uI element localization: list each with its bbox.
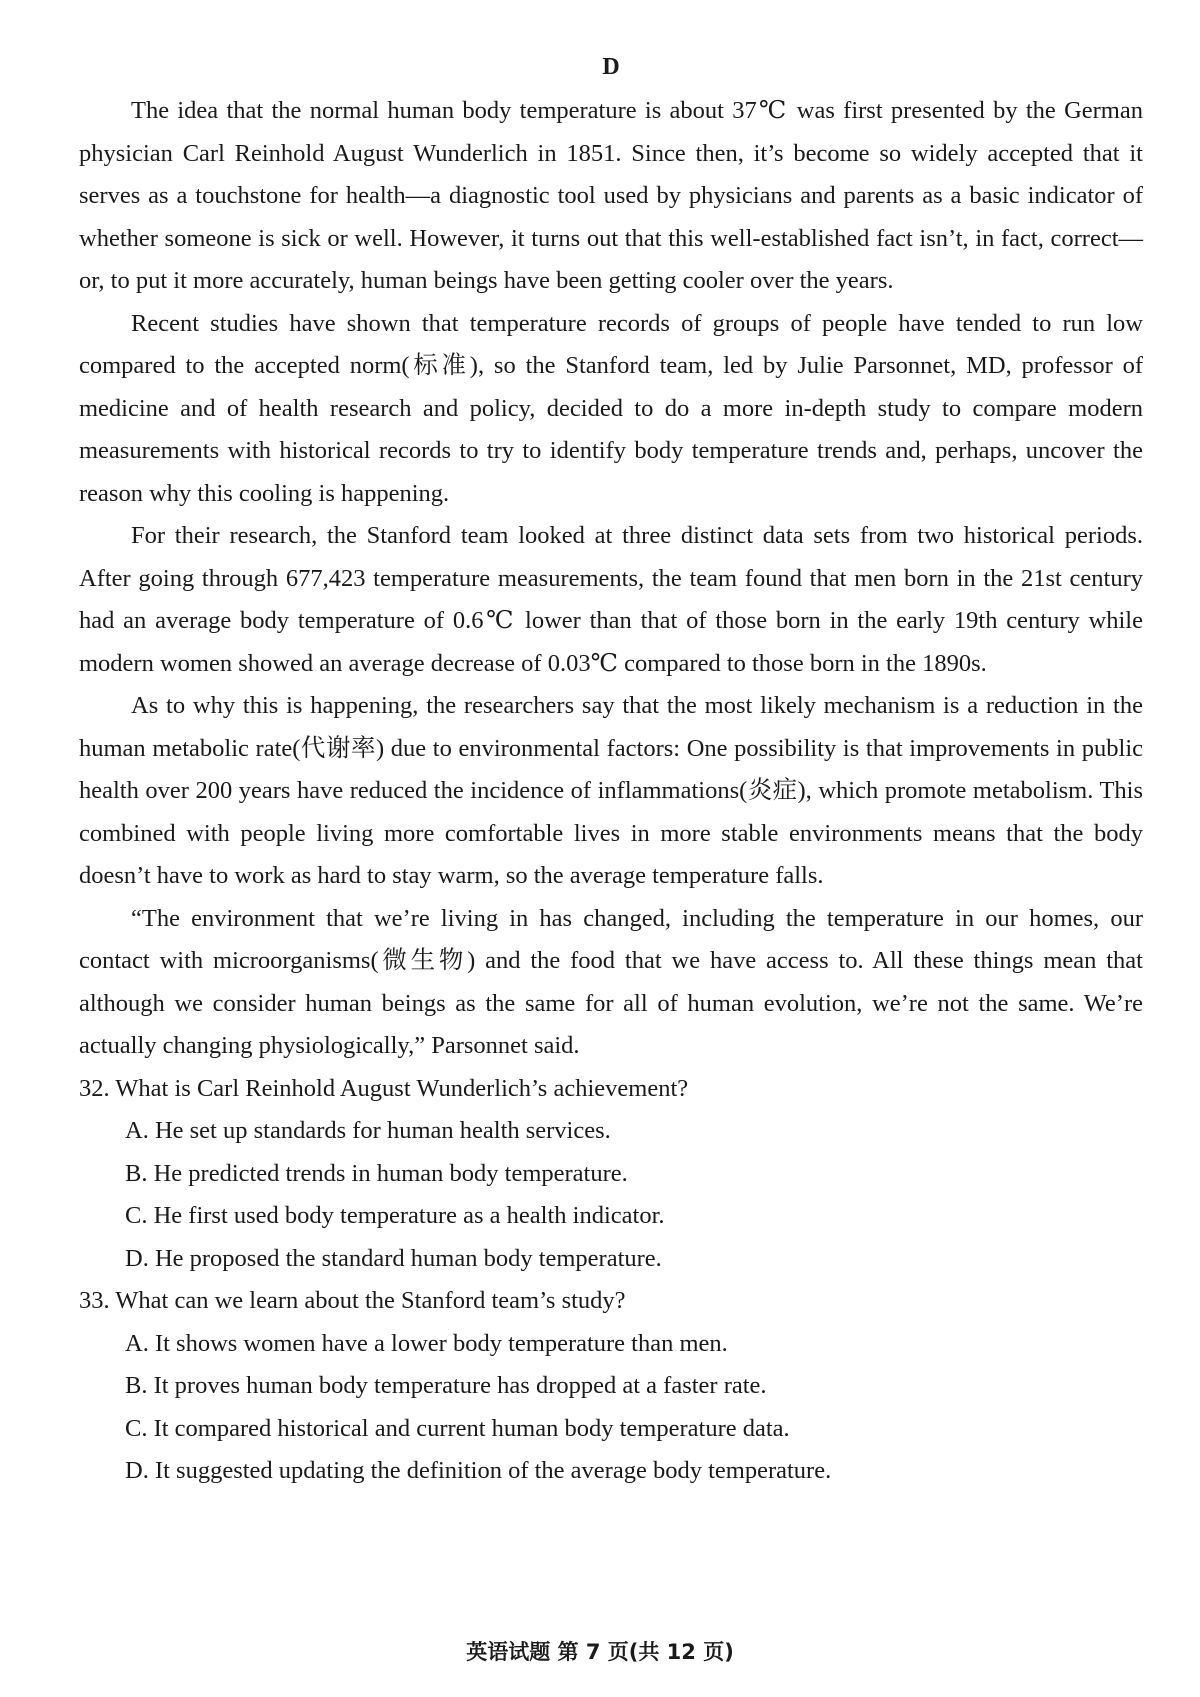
answer-option-a: A. He set up standards for human health services. <box>125 1117 611 1144</box>
passage-paragraph-3: For their research, the Stanford team looked at three distinct data sets from two historical periods. After going through 677,423 temperature measurements, the team found that men born in the 21st century had an average body temperature of 0.6℃ lower than that of those born in the early 19th century while modern women showed an average decrease of 0.03℃ compared to those born in the 1890s. <box>79 522 1143 677</box>
section-heading: D <box>602 54 620 80</box>
question-32 <box>79 1068 1143 1281</box>
question-stem: 33. What can we learn about the Stanford team’s study? <box>79 1287 626 1314</box>
reading-passage <box>79 90 1143 1068</box>
answer-options <box>79 1323 1143 1493</box>
exam-page <box>79 52 1143 1493</box>
question-33 <box>79 1280 1143 1493</box>
passage-paragraph-2: Recent studies have shown that temperature records of groups of people have tended to run low compared to the accepted norm(标准), so the Stanford team, led by Julie Parsonnet, MD, professor of medicine and of health research and policy, decided to do a more in-depth study to compare modern measurements with historical records to try to identify body temperature trends and, perhaps, uncover the reason why this cooling is happening. <box>79 309 1143 507</box>
answer-option-d: D. It suggested updating the definition of the average body temperature. <box>125 1457 832 1484</box>
question-stem: 32. What is Carl Reinhold August Wunderlich’s achievement? <box>79 1074 689 1102</box>
answer-option-c: C. It compared historical and current human body temperature data. <box>125 1414 790 1442</box>
answer-option-d: D. He proposed the standard human body temperature. <box>125 1244 662 1272</box>
answer-option-b: B. He predicted trends in human body temperature. <box>125 1159 628 1187</box>
passage-paragraph-5: “The environment that we’re living in has changed, including the temperature in our homes, our contact with microorganisms(微生物) and the food that we have access to. All these things mean that although we consider human beings as the same for all of human evolution, we’re not the same. We’re actually changing physiologically,” Parsonnet said. <box>79 904 1143 1059</box>
passage-paragraph-1: The idea that the normal human body temperature is about 37℃ was first presented by the German physician Carl Reinhold August Wunderlich in 1851. Since then, it’s become so widely accepted that it serves as a touchstone for health—a diagnostic tool used by physicians and parents as a basic indicator of whether someone is sick or well. However, it turns out that this well-established fact isn’t, in fact, correct—or, to put it more accurately, human beings have been getting cooler over the years. <box>79 97 1143 294</box>
passage-paragraph-4: As to why this is happening, the researchers say that the most likely mechanism is a reduction in the human metabolic rate(代谢率) due to environmental factors: One possibility is that improvements in public health over 200 years have reduced the incidence of inflammations(炎症), which promote metabolism. This combined with people living more comfortable lives in more stable environments means that the body doesn’t have to work as hard to stay warm, so the average temperature falls. <box>79 692 1143 889</box>
answer-options <box>79 1110 1143 1280</box>
answer-option-c: C. He first used body temperature as a health indicator. <box>125 1202 665 1229</box>
answer-option-a: A. It shows women have a lower body temperature than men. <box>125 1329 728 1357</box>
answer-option-b: B. It proves human body temperature has dropped at a faster rate. <box>125 1372 767 1399</box>
page-footer: 英语试题 第 7 页(共 12 页) <box>466 1640 734 1664</box>
